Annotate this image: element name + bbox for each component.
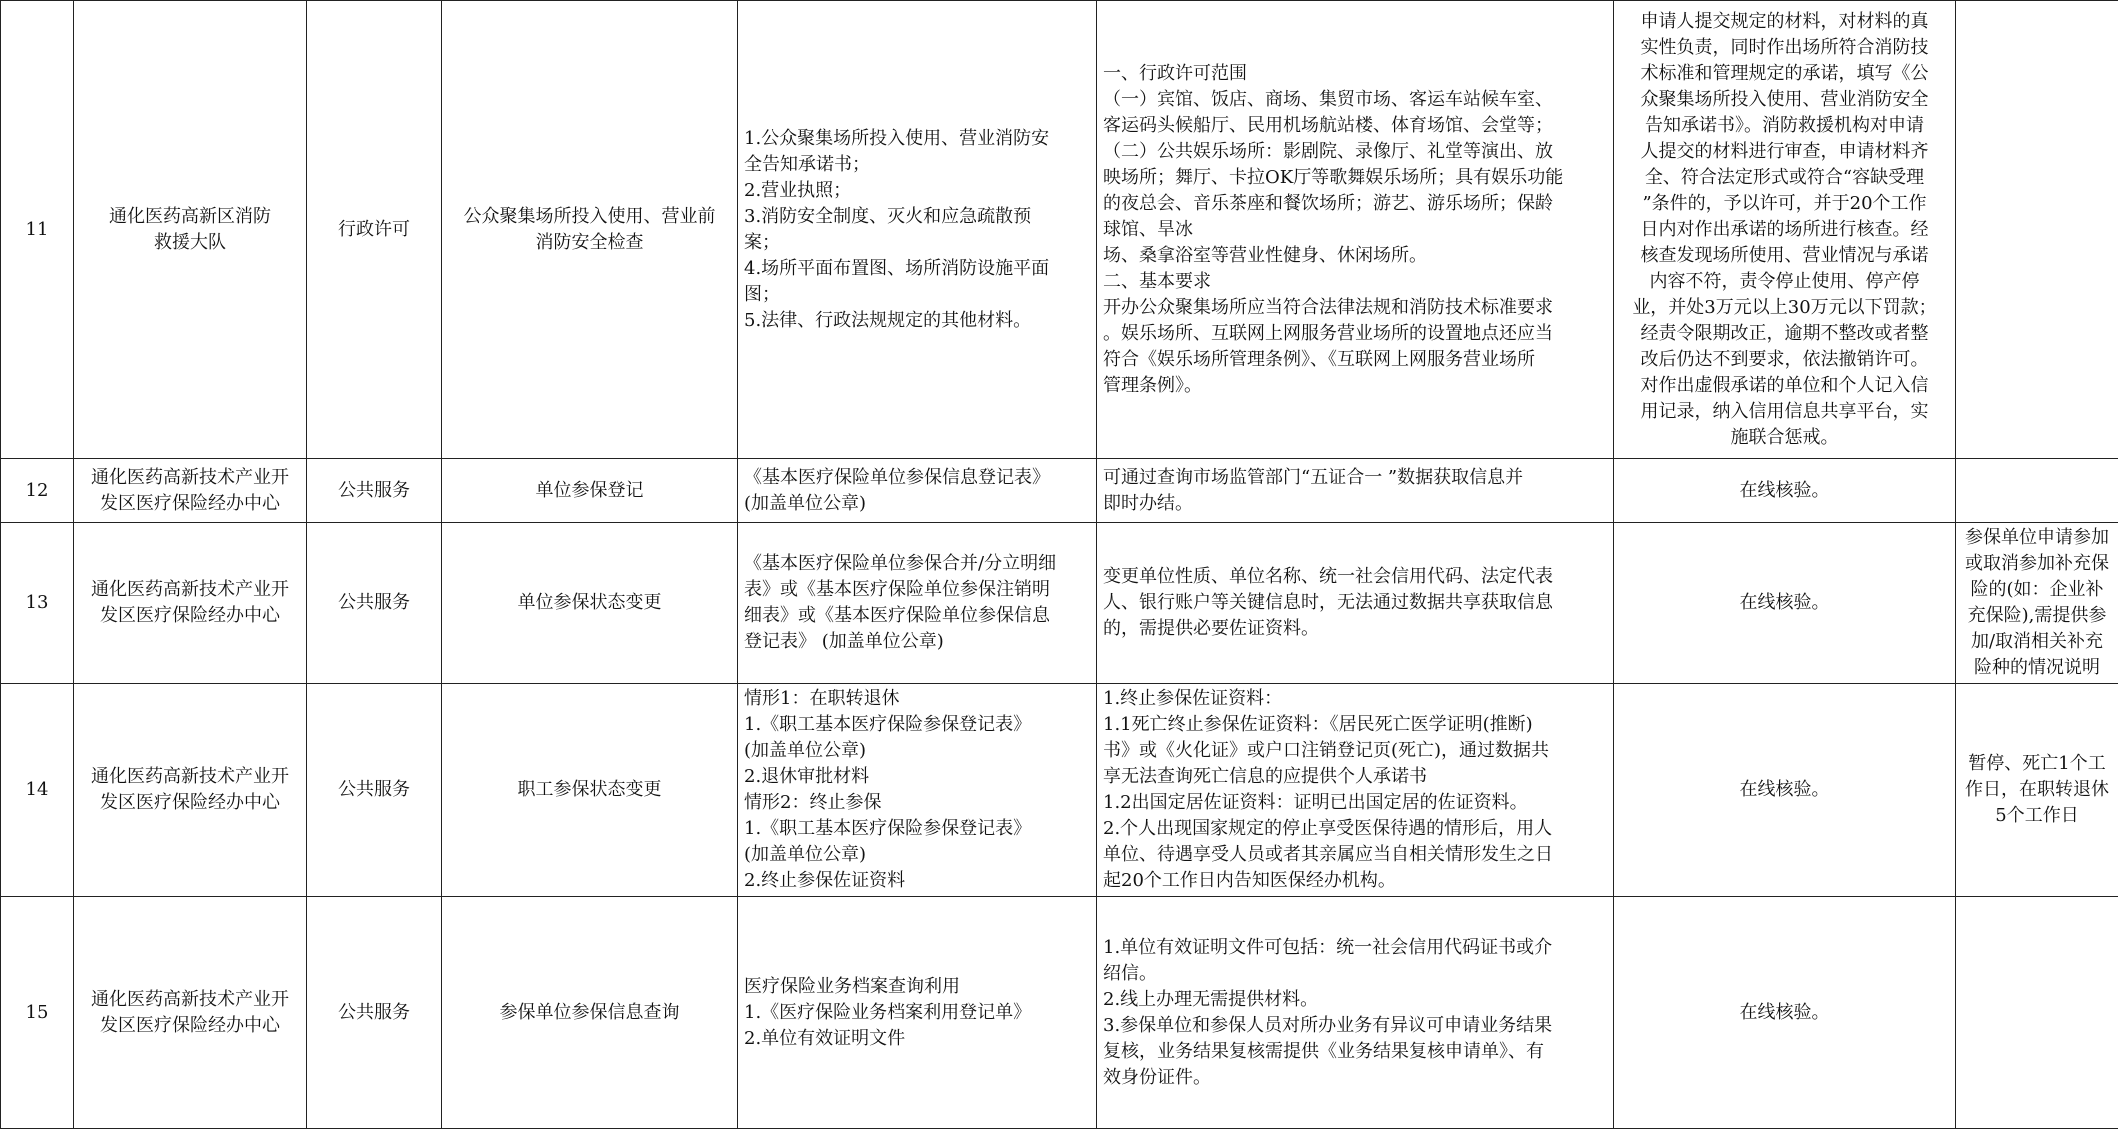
cell-text-line: 4.场所平面布置图、场所消防设施平面 (744, 256, 1090, 282)
materials-cell (738, 459, 1097, 523)
cell-text-line: 案； (744, 230, 1090, 256)
category-cell: 公共服务 (307, 459, 442, 523)
cell-text-line: 1.终止参保佐证资料： (1103, 686, 1607, 712)
cell-text-line: 场、桑拿浴室等营业性健身、休闲场所。 (1103, 243, 1607, 269)
cell-text-line: 3.消防安全制度、灭火和应急疏散预 (744, 204, 1090, 230)
cell-text-line: 改后仍达不到要求，依法撤销许可。 (1620, 347, 1949, 373)
item-name-cell (442, 897, 738, 1129)
cell-text-line: 2.单位有效证明文件 (744, 1026, 1090, 1052)
cell-text-line: 参保单位参保信息查询 (448, 1000, 731, 1026)
cell-text-line: 5.法律、行政法规规定的其他材料。 (744, 308, 1090, 334)
cell-text-line: 5个工作日 (1962, 803, 2112, 829)
cell-text-line: 变更单位性质、单位名称、统一社会信用代码、法定代表 (1103, 564, 1607, 590)
cell-text-line: 发区医疗保险经办中心 (80, 603, 300, 629)
notes-cell (1956, 459, 2118, 523)
cell-text-line: 充保险),需提供参 (1962, 603, 2112, 629)
cell-text-line: 救援大队 (80, 230, 300, 256)
cell-text-line: 。娱乐场所、互联网上网服务营业场所的设置地点还应当 (1103, 321, 1607, 347)
cell-text-line: 全、符合法定形式或符合“容缺受理 (1620, 165, 1949, 191)
cell-text-line: (加盖单位公章) (744, 842, 1090, 868)
cell-text-line: 公众聚集场所投入使用、营业前 (448, 204, 731, 230)
item-name-cell (442, 459, 738, 523)
table-row (1, 1, 2118, 459)
cell-text-line: 暂停、死亡1个工 (1962, 751, 2112, 777)
row-number-cell: 12 (1, 459, 74, 523)
verification-cell (1614, 523, 1956, 684)
scope-cell (1097, 523, 1614, 684)
department-cell (74, 459, 307, 523)
verification-cell (1614, 1, 1956, 459)
cell-text-line: 2.线上办理无需提供材料。 (1103, 987, 1607, 1013)
cell-text-line: 在线核验。 (1620, 590, 1949, 616)
cell-text-line: 2.退休审批材料 (744, 764, 1090, 790)
cell-text-line: 申请人提交规定的材料，对材料的真 (1620, 9, 1949, 35)
cell-text-line: 的，需提供必要佐证资料。 (1103, 616, 1607, 642)
item-name-cell (442, 1, 738, 459)
cell-text-line: 险种的情况说明 (1962, 655, 2112, 681)
materials-cell (738, 1, 1097, 459)
cell-text-line: 1.《医疗保险业务档案利用登记单》 (744, 1000, 1090, 1026)
row-number-cell: 11 (1, 1, 74, 459)
cell-text-line: 享无法查询死亡信息的应提供个人承诺书 (1103, 764, 1607, 790)
verification-cell (1614, 684, 1956, 897)
cell-text-line: 医疗保险业务档案查询利用 (744, 974, 1090, 1000)
cell-text-line: 全告知承诺书； (744, 152, 1090, 178)
cell-text-line: 人、银行账户等关键信息时，无法通过数据共享获取信息 (1103, 590, 1607, 616)
scope-cell (1097, 897, 1614, 1129)
cell-text-line: 2.个人出现国家规定的停止享受医保待遇的情形后，用人 (1103, 816, 1607, 842)
cell-text-line: 1.公众聚集场所投入使用、营业消防安 (744, 126, 1090, 152)
cell-text-line: 通化医药高新技术产业开 (80, 987, 300, 1013)
cell-text-line: 的夜总会、音乐茶座和餐饮场所；游艺、游乐场所；保龄 (1103, 191, 1607, 217)
cell-text-line: 日内对作出承诺的场所进行核查。经 (1620, 217, 1949, 243)
cell-text-line: 在线核验。 (1620, 777, 1949, 803)
cell-text-line: 即时办结。 (1103, 491, 1607, 517)
cell-text-line: 在线核验。 (1620, 1000, 1949, 1026)
cell-text-line: 细表》或《基本医疗保险单位参保信息 (744, 603, 1090, 629)
cell-text-line: （二）公共娱乐场所：影剧院、录像厅、礼堂等演出、放 (1103, 139, 1607, 165)
notes-cell (1956, 1, 2118, 459)
cell-text-line: 表》或《基本医疗保险单位参保注销明 (744, 577, 1090, 603)
cell-text-line: 单位参保登记 (448, 478, 731, 504)
department-cell (74, 897, 307, 1129)
cell-text-line: 通化医药高新区消防 (80, 204, 300, 230)
cell-text-line: 发区医疗保险经办中心 (80, 1013, 300, 1039)
cell-text-line: 单位、待遇享受人员或者其亲属应当自相关情形发生之日 (1103, 842, 1607, 868)
cell-text-line: 复核，业务结果复核需提供《业务结果复核申请单》、有 (1103, 1039, 1607, 1065)
cell-text-line: 人提交的材料进行审查，申请材料齐 (1620, 139, 1949, 165)
notes-cell (1956, 523, 2118, 684)
cell-text-line: 2.终止参保佐证资料 (744, 868, 1090, 894)
cell-text-line: 众聚集场所投入使用、营业消防安全 (1620, 87, 1949, 113)
cell-text-line: 通化医药高新技术产业开 (80, 577, 300, 603)
cell-text-line: 2.营业执照； (744, 178, 1090, 204)
cell-text-line: 通化医药高新技术产业开 (80, 465, 300, 491)
cell-text-line: 职工参保状态变更 (448, 777, 731, 803)
cell-text-line: 发区医疗保险经办中心 (80, 491, 300, 517)
cell-text-line: 情形1：在职转退休 (744, 686, 1090, 712)
category-cell: 公共服务 (307, 523, 442, 684)
row-number-cell: 14 (1, 684, 74, 897)
cell-text-line: （一）宾馆、饭店、商场、集贸市场、客运车站候车室、 (1103, 87, 1607, 113)
cell-text-line: 效身份证件。 (1103, 1065, 1607, 1091)
cell-text-line: 内容不符，责令停止使用、停产停 (1620, 269, 1949, 295)
notes-cell (1956, 897, 2118, 1129)
materials-cell (738, 897, 1097, 1129)
item-name-cell (442, 523, 738, 684)
category-cell: 行政许可 (307, 1, 442, 459)
materials-cell (738, 523, 1097, 684)
category-cell: 公共服务 (307, 897, 442, 1129)
scope-cell (1097, 1, 1614, 459)
department-cell (74, 523, 307, 684)
cell-text-line: 管理条例》。 (1103, 373, 1607, 399)
cell-text-line: 球馆、旱冰 (1103, 217, 1607, 243)
cell-text-line: 参保单位申请参加 (1962, 525, 2112, 551)
table-row (1, 897, 2118, 1129)
cell-text-line: 起20个工作日内告知医保经办机构。 (1103, 868, 1607, 894)
cell-text-line: (加盖单位公章) (744, 491, 1090, 517)
cell-text-line: 《基本医疗保险单位参保合并/分立明细 (744, 551, 1090, 577)
cell-text-line: ”条件的，予以许可，并于20个工作 (1620, 191, 1949, 217)
cell-text-line: 可通过查询市场监管部门“五证合一 ”数据获取信息并 (1103, 465, 1607, 491)
cell-text-line: 情形2：终止参保 (744, 790, 1090, 816)
cell-text-line: 3.参保单位和参保人员对所办业务有异议可申请业务结果 (1103, 1013, 1607, 1039)
cell-text-line: 消防安全检查 (448, 230, 731, 256)
table-row (1, 523, 2118, 684)
cell-text-line: 告知承诺书》。消防救援机构对申请 (1620, 113, 1949, 139)
cell-text-line: (加盖单位公章) (744, 738, 1090, 764)
cell-text-line: 二、基本要求 (1103, 269, 1607, 295)
cell-text-line: 业，并处3万元以上30万元以下罚款； (1620, 295, 1949, 321)
cell-text-line: 书》或《火化证》或户口注销登记页(死亡)，通过数据共 (1103, 738, 1607, 764)
cell-text-line: 在线核验。 (1620, 478, 1949, 504)
notes-cell (1956, 684, 2118, 897)
materials-cell (738, 684, 1097, 897)
cell-text-line: 《基本医疗保险单位参保信息登记表》 (744, 465, 1090, 491)
scope-cell (1097, 684, 1614, 897)
table-row (1, 684, 2118, 897)
cell-text-line: 实性负责，同时作出场所符合消防技 (1620, 35, 1949, 61)
verification-cell (1614, 459, 1956, 523)
department-cell (74, 1, 307, 459)
verification-cell (1614, 897, 1956, 1129)
cell-text-line: 一、行政许可范围 (1103, 61, 1607, 87)
cell-text-line: 绍信。 (1103, 961, 1607, 987)
scope-cell (1097, 459, 1614, 523)
cell-text-line: 1.2出国定居佐证资料：证明已出国定居的佐证资料。 (1103, 790, 1607, 816)
cell-text-line: 经责令限期改正，逾期不整改或者整 (1620, 321, 1949, 347)
cell-text-line: 图； (744, 282, 1090, 308)
cell-text-line: 发区医疗保险经办中心 (80, 790, 300, 816)
cell-text-line: 映场所；舞厅、卡拉OK厅等歌舞娱乐场所；具有娱乐功能 (1103, 165, 1607, 191)
cell-text-line: 施联合惩戒。 (1620, 425, 1949, 451)
cell-text-line: 单位参保状态变更 (448, 590, 731, 616)
cell-text-line: 1.《职工基本医疗保险参保登记表》 (744, 712, 1090, 738)
cell-text-line: 1.《职工基本医疗保险参保登记表》 (744, 816, 1090, 842)
cell-text-line: 符合《娱乐场所管理条例》、《互联网上网服务营业场所 (1103, 347, 1607, 373)
cell-text-line: 客运码头候船厅、民用机场航站楼、体育场馆、会堂等； (1103, 113, 1607, 139)
cell-text-line: 对作出虚假承诺的单位和个人记入信 (1620, 373, 1949, 399)
category-cell: 公共服务 (307, 684, 442, 897)
cell-text-line: 作日，在职转退休 (1962, 777, 2112, 803)
department-cell (74, 684, 307, 897)
row-number-cell: 15 (1, 897, 74, 1129)
item-name-cell (442, 684, 738, 897)
cell-text-line: 用记录，纳入信用信息共享平台，实 (1620, 399, 1949, 425)
cell-text-line: 1.1死亡终止参保佐证资料：《居民死亡医学证明(推断) (1103, 712, 1607, 738)
cell-text-line: 1.单位有效证明文件可包括：统一社会信用代码证书或介 (1103, 935, 1607, 961)
cell-text-line: 登记表》 (加盖单位公章) (744, 629, 1090, 655)
cell-text-line: 开办公众聚集场所应当符合法律法规和消防技术标准要求 (1103, 295, 1607, 321)
cell-text-line: 通化医药高新技术产业开 (80, 764, 300, 790)
table-row (1, 459, 2118, 523)
cell-text-line: 核查发现场所使用、营业情况与承诺 (1620, 243, 1949, 269)
cell-text-line: 险的(如：企业补 (1962, 577, 2112, 603)
row-number-cell: 13 (1, 523, 74, 684)
table-body (1, 1, 2118, 1129)
cell-text-line: 加/取消相关补充 (1962, 629, 2112, 655)
cell-text-line: 或取消参加补充保 (1962, 551, 2112, 577)
cell-text-line: 术标准和管理规定的承诺，填写《公 (1620, 61, 1949, 87)
